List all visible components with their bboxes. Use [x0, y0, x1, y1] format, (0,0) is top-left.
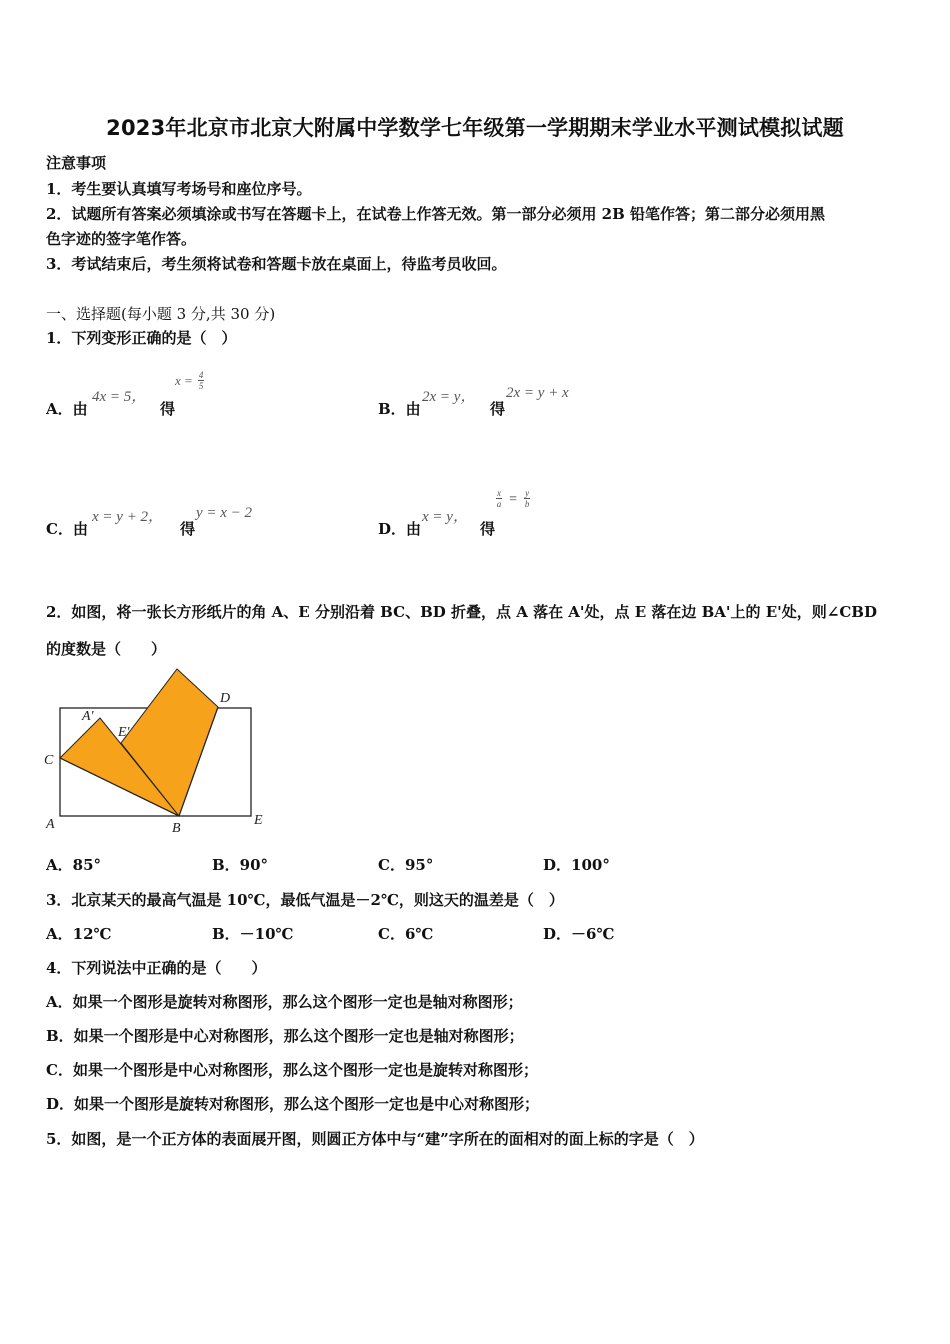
q2-stem-line1: 2．如图，将一张长方形纸片的角 A、E 分别沿着 BC、BD 折叠，点 A 落在 A'处，点 E 落在边 BA'上的 E'处，则∠CBD [46, 603, 877, 621]
q4-option-a: A．如果一个图形是旋转对称图形，那么这个图形一定也是轴对称图形； [46, 993, 523, 1011]
q1-option-c-eq2: y = x − 2 [196, 505, 253, 521]
q1-option-d-de: 得 [480, 520, 496, 538]
q1-option-a-eq2: x = $\frac{4}{5}$ [175, 370, 204, 391]
label-a-prime: A' [82, 709, 94, 724]
q2-option-a: A．85° [46, 856, 102, 874]
notice-item-2: 2．试题所有答案必须填涂或书写在答题卡上，在试卷上作答无效。第一部分必须用 2B 铅笔作答；第二部分必须用黑 [46, 205, 826, 223]
notice-item-1: 1．考生要认真填写考场号和座位序号。 [46, 180, 312, 198]
q1-option-c-de: 得 [180, 520, 196, 538]
q1-option-a-de: 得 [160, 400, 176, 418]
page-title: 2023年北京市北京大附属中学数学七年级第一学期期末学业水平测试模拟试题 [106, 116, 844, 140]
q1-option-b-eq2: 2x = y + x [506, 385, 569, 401]
q5-stem: 5．如图，是一个正方体的表面展开图，则圆正方体中与“建”字所在的面相对的面上标的字是（ ） [46, 1130, 704, 1148]
notice-item-3: 3．考试结束后，考生须将试卷和答题卡放在桌面上，待监考员收回。 [46, 255, 507, 273]
q2-stem-line2: 的度数是（ ） [46, 640, 167, 658]
q1-option-d-eq2: $\frac{x}{a}$ = $\frac{y}{b}$ [496, 488, 530, 509]
q1-option-d-eq1: x = y， [422, 509, 468, 525]
label-e: E [254, 813, 263, 828]
q1-stem: 1．下列变形正确的是（ ） [46, 329, 237, 347]
q1-option-b-de: 得 [490, 400, 506, 418]
q1-option-a-eq1: 4x = 5， [92, 389, 147, 405]
q1-option-c-eq1: x = y + 2， [92, 509, 164, 525]
notice-heading: 注意事项 [46, 154, 107, 172]
label-b: B [172, 821, 181, 836]
q3-option-a: A．12℃ [46, 925, 112, 943]
q2-fold-figure [38, 662, 268, 840]
q1-option-b-label: B．由 [378, 400, 421, 418]
q1-option-a-label: A．由 [46, 400, 88, 418]
label-d: D [220, 691, 231, 706]
label-a: A [46, 817, 55, 832]
q4-option-d: D．如果一个图形是旋转对称图形，那么这个图形一定也是中心对称图形； [46, 1095, 540, 1113]
q4-option-c: C．如果一个图形是中心对称图形，那么这个图形一定也是旋转对称图形； [46, 1061, 538, 1079]
q2-option-b: B．90° [212, 856, 269, 874]
q1-option-c-label: C．由 [46, 520, 88, 538]
q1-option-b-eq1: 2x = y， [422, 389, 476, 405]
q2-option-d: D．100° [543, 856, 610, 874]
notice-item-2-cont: 色字迹的签字笔作答。 [46, 230, 197, 248]
label-e-prime: E' [118, 725, 130, 740]
q3-option-c: C．6℃ [378, 925, 434, 943]
q4-option-b: B．如果一个图形是中心对称图形，那么这个图形一定也是轴对称图形； [46, 1027, 524, 1045]
q4-stem: 4．下列说法中正确的是（ ） [46, 959, 267, 977]
q3-option-b: B．－10℃ [212, 925, 294, 943]
section-heading: 一、选择题(每小题 3 分,共 30 分) [46, 305, 276, 323]
label-c: C [44, 753, 54, 768]
q1-option-d-label: D．由 [378, 520, 422, 538]
q3-stem: 3．北京某天的最高气温是 10℃，最低气温是－2℃，则这天的温差是（ ） [46, 891, 564, 909]
q3-option-d: D．－6℃ [543, 925, 615, 943]
q2-option-c: C．95° [378, 856, 434, 874]
